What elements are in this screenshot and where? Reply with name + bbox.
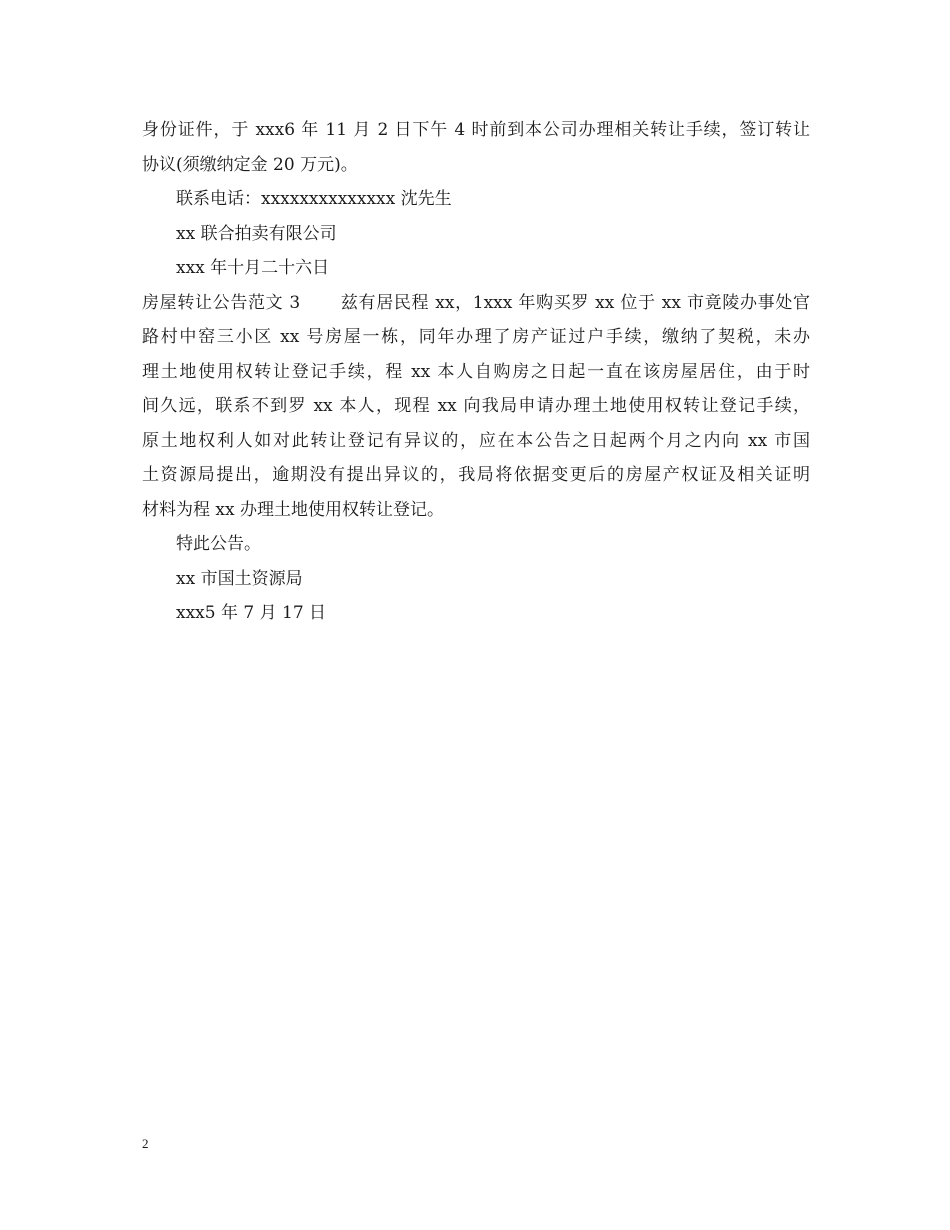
issuing-bureau: xx 市国土资源局 <box>176 568 303 589</box>
document-body <box>142 113 810 631</box>
company-name-line: xx 联合拍卖有限公司 <box>176 223 337 244</box>
contact-phone-line: 联系电话：xxxxxxxxxxxxxx 沈先生 <box>176 189 452 209</box>
section-title: 房屋转让公告范文 3 <box>142 292 301 313</box>
section-line-5: 原土地权利人如对此转让登记有异议的，应在本公告之日起两个月之内向 xx 市国 <box>142 430 810 451</box>
section-line-2: 路村中窑三小区 xx 号房屋一栋，同年办理了房产证过户手续，缴纳了契税，未办 <box>142 327 810 347</box>
section-line-4: 间久远，联系不到罗 xx 本人，现程 xx 向我局申请办理土地使用权转让登记手续， <box>142 396 810 416</box>
section-line-3: 理土地使用权转让登记手续，程 xx 本人自购房之日起一直在该房屋居住，由于时 <box>142 361 810 382</box>
notice-closing: 特此公告。 <box>176 534 261 554</box>
body-line-2: 协议(须缴纳定金 20 万元)。 <box>142 154 358 175</box>
section-line-7: 材料为程 xx 办理土地使用权转让登记。 <box>142 499 444 520</box>
page-number: 2 <box>142 1136 149 1151</box>
section-line-1: 兹有居民程 xx，1xxx 年购买罗 xx 位于 xx 市竟陵办事处官 <box>340 292 810 313</box>
issue-date: xxx5 年 7 月 17 日 <box>176 603 327 623</box>
date-line-1: xxx 年十月二十六日 <box>176 258 330 278</box>
body-line-1: 身份证件，于 xxx6 年 11 月 2 日下午 4 时前到本公司办理相关转让手续，签订转让 <box>142 120 810 140</box>
section-line-6: 土资源局提出，逾期没有提出异议的，我局将依据变更后的房屋产权证及相关证明 <box>142 465 810 485</box>
section-first-line <box>142 286 810 321</box>
